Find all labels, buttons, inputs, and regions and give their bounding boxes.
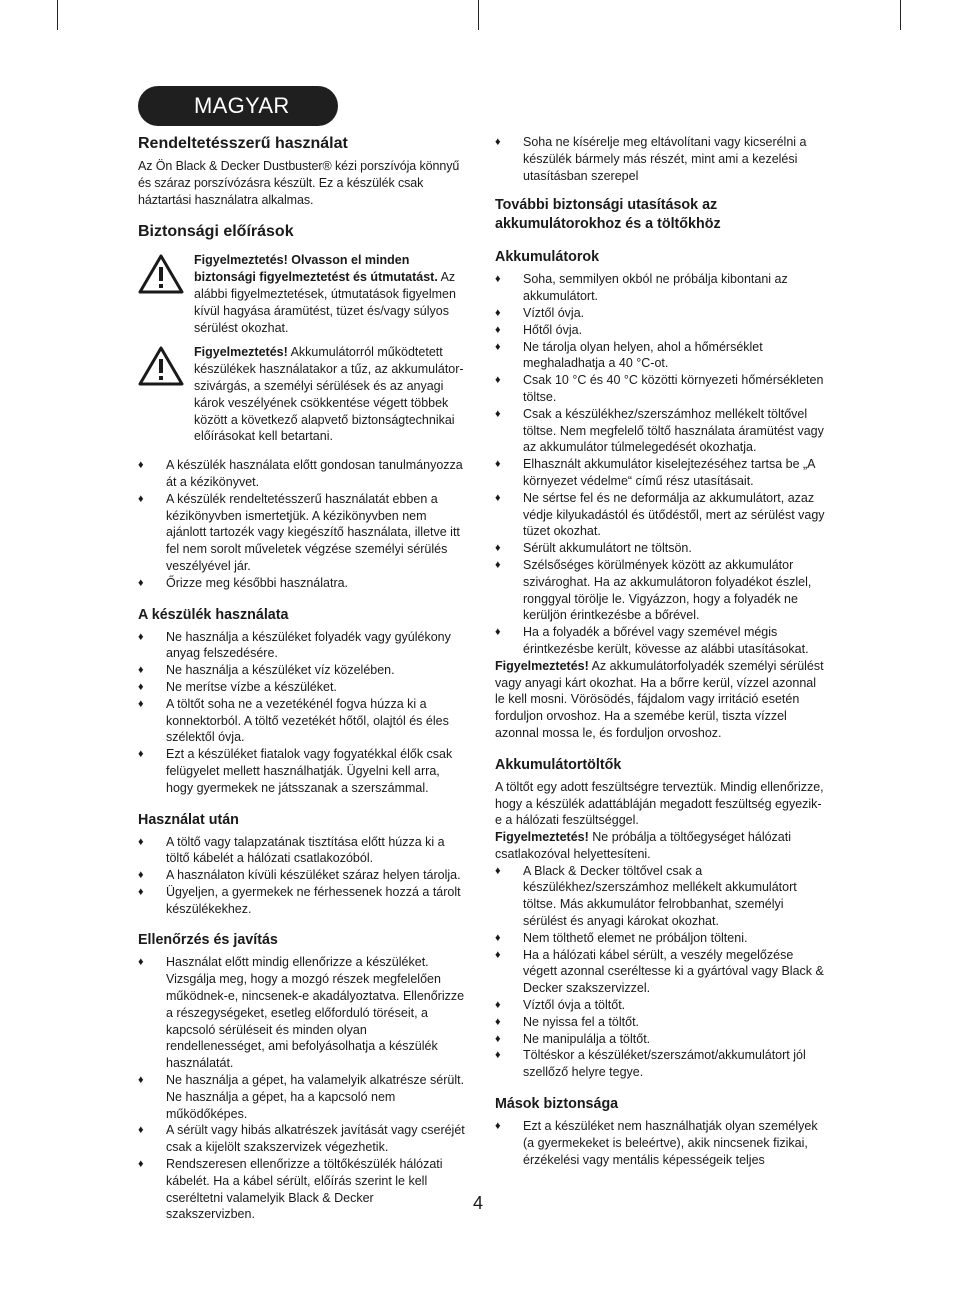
batteries-title: Akkumulátorok [495,249,600,266]
after-use-title: Használat után [138,811,239,828]
bullet-diamond-icon: ♦ [495,948,501,961]
bullet-diamond-icon: ♦ [138,869,144,882]
additional-title: További biztonsági utasítások az akkumulátorokhoz és a töltőkhöz [495,197,721,233]
safety-title: Biztonsági előírások [138,223,294,241]
inspection-list [138,954,466,1223]
bullet-diamond-icon: ♦ [495,626,501,639]
list-item: ♦ Víztől óvja a töltőt. [495,998,626,1013]
list-item: ♦ A töltőt soha ne a vezetékénél fogva húzza ki a konnektorból. A töltő vezetékét hőtől, olajtól és éles szélektől óvja. [138,696,449,745]
list-item: ♦ Hőtől óvja. [495,322,583,337]
list-item: ♦ Használat előtt mindig ellenőrizze a készüléket. Vizsgálja meg, hogy a mozgó részek megfelelően működnek-e, nincsenek-e akadályoztatva. Ellenőrizze a részegységeket, esetleg előforduló töréseit, a kapcsoló sérüléseit és minden olyan rendellenességet, ami befolyásolhatja a készülék használatát. [138,955,465,1071]
list-item: ♦ Ne merítse vízbe a készüléket. [138,679,337,694]
list-item: ♦ Ne használja a készüléket folyadék vagy gyúlékony anyag felszedésére. [138,629,451,661]
list-item: ♦ Szélsőséges körülmények között az akkumulátor szivároghat. Ha az akkumulátoron folyadékot észlel, ronggyal törölje le. Vigyázzon, hogy a folyadék ne kerüljön érintkezésbe a bőrével. [495,557,812,623]
bullet-diamond-icon: ♦ [138,1158,144,1171]
list-item: ♦ Elhasznált akkumulátor kiselejtezéséhez tartsa be „A környezet védelme“ című rész utasításait. [495,457,815,488]
bullet-diamond-icon: ♦ [495,374,501,387]
others-list [495,1118,825,1168]
list-item: ♦ Soha ne kísérelje meg eltávolítani vagy kicserélni a készülék bármely más részét, mint ami a kezelési utasításban szerepel [495,135,807,183]
list-item: ♦ Ne manipulálja a töltőt. [495,1031,651,1046]
list-item: ♦ A készülék használata előtt gondosan tanulmányozza át a kézikönyvet. [138,458,463,489]
bullet-diamond-icon: ♦ [495,558,501,571]
inspection-title: Ellenőrzés és javítás [138,932,278,949]
bullet-diamond-icon: ♦ [138,1124,144,1137]
list-item: ♦ Soha, semmilyen okból ne próbálja kibontani az akkumulátort. [495,272,788,304]
list-item: ♦ Rendszeresen ellenőrizze a töltőkészülék hálózati kábelét. Ha a kábel sérült, előírás szerint le kell cseréltetni valamelyik Black & Decker szakszervizben. [138,1157,443,1222]
list-item: ♦ Ne nyissa fel a töltőt. [495,1014,640,1029]
charger-text: A töltőt egy adott feszültségre terveztük. Mindig ellenőrizze, hogy a készülék adattábláján megadott feszültség egyezik-e a hálózati feszültséggel. [495,779,824,828]
list-item: ♦ Ne tárolja olyan helyen, ahol a hőmérséklet meghaladhatja a 40 °C-ot. [495,339,763,371]
bullet-diamond-icon: ♦ [138,835,144,848]
safety-list [138,457,466,591]
crop-mark-center [478,0,479,30]
bullet-diamond-icon: ♦ [495,458,501,471]
crop-mark-right [900,0,901,30]
warning-block-2 [138,344,466,445]
charger-title: Akkumulátortöltők [495,756,622,773]
bullet-diamond-icon: ♦ [138,956,144,969]
warning-1-bold: Olvasson el minden biztonsági figyelmeztetést és útmutatást. [194,253,438,285]
bullet-diamond-icon: ♦ [495,1049,501,1062]
list-item: ♦ Nem tölthető elemet ne próbáljon tölteni. [495,930,748,945]
list-item: ♦ Ne használja a készüléket víz közelében. [138,663,395,678]
bullet-diamond-icon: ♦ [138,664,144,677]
bullet-diamond-icon: ♦ [495,407,501,420]
warning-1-text: Az alábbi figyelmeztetések, útmutatások figyelmen kívül hagyása áramütést, tüzet és/vagy súlyos sérülést okozhat. [194,270,456,335]
bullet-diamond-icon: ♦ [138,1074,144,1087]
bullet-diamond-icon: ♦ [495,931,501,944]
top-list [495,134,825,184]
list-item: ♦ Őrizze meg későbbi használatra. [138,575,349,590]
list-item: ♦ Ha a folyadék a bőrével vagy szemével mégis érintkezésbe került, kövesse az alábbi utasításokat. [495,625,809,656]
bullet-diamond-icon: ♦ [495,542,501,555]
bullet-diamond-icon: ♦ [495,1015,501,1028]
bullet-diamond-icon: ♦ [495,1120,501,1133]
intro-title: Rendeltetésszerű használat [138,135,348,152]
list-item: ♦ Sérült akkumulátort ne töltsön. [495,541,692,556]
bullet-diamond-icon: ♦ [495,323,501,336]
bullet-diamond-icon: ♦ [138,697,144,710]
bullet-diamond-icon: ♦ [138,630,144,643]
warning-triangle-icon [138,254,184,294]
list-item: ♦ Víztől óvja. [495,305,585,320]
list-item: ♦ Ha a hálózati kábel sérült, a veszély megelőzése végett azonnal cseréltesse ki a gyártóval vagy Black & Decker szakszervizzel. [495,947,824,996]
list-item: ♦ Csak a készülékhez/szerszámhoz mellékelt töltővel töltse. Nem megfelelő töltő használata áramütést vagy az akkumulátor túlmelegedését okozhatja. [495,406,824,455]
left-column [138,134,466,1223]
bullet-diamond-icon: ♦ [495,864,501,877]
charger-warning: Figyelmeztetés! Ne próbálja a töltőegységet hálózati csatlakozóval helyettesíteni. [495,830,791,861]
batteries-list [495,271,825,657]
warning-2-label: Figyelmeztetés! [194,345,288,360]
list-item: ♦ A töltő vagy talapzatának tisztítása előtt húzza ki a töltő kábelét a hálózati csatlakozóból. [138,834,445,866]
usage-list [138,629,466,797]
list-item: ♦ Csak 10 °C és 40 °C közötti környezeti hőmérsékleten töltse. [495,373,824,404]
intro-text: Az Ön Black & Decker Dustbuster® kézi porszívója könnyű és száraz porszívózásra készült. Ez a készülék csak háztartási használatra alkalmas. [138,159,460,207]
bullet-diamond-icon: ♦ [495,306,501,319]
bullet-diamond-icon: ♦ [495,1032,501,1045]
bullet-diamond-icon: ♦ [495,491,501,504]
bullet-diamond-icon: ♦ [495,999,501,1012]
right-column [495,134,825,1168]
warning-1-label: Figyelmeztetés! [194,253,288,268]
warning-triangle-icon [138,346,184,386]
bullet-diamond-icon: ♦ [138,748,144,761]
list-item: ♦ Ne használja a gépet, ha valamelyik alkatrésze sérült. Ne használja a gépet, ha a kapcsoló nem működőképes. [138,1073,465,1121]
list-item: ♦ Ne sértse fel és ne deformálja az akkumulátort, azaz védje kilyukadástól és ütődéstől, mert az sérülést vagy tüzet okozhat. [495,490,825,539]
after-use-list [138,834,466,918]
usage-title: A készülék használata [138,606,289,623]
bullet-diamond-icon: ♦ [138,885,144,898]
list-item: ♦ Ezt a készüléket fiatalok vagy fogyatékkal élők csak felügyelet mellett használhatják. Ügyelni kell arra, hogy gyermekek ne játsszanak a szerszámmal. [138,747,453,795]
crop-mark-left [57,0,58,30]
warning-block-1 [138,252,466,336]
others-title: Mások biztonsága [495,1096,619,1113]
list-item: ♦ Ezt a készüléket nem használhatják olyan személyek (a gyermekeket is beleértve), akik nincsenek fizikai, érzékelési vagy mentális képességeik teljes [495,1119,818,1167]
list-item: ♦ Ügyeljen, a gyermekek ne férhessenek hozzá a tárolt készülékekhez. [138,884,461,916]
bullet-diamond-icon: ♦ [495,340,501,353]
page-number: 4 [473,1193,484,1213]
bullet-diamond-icon: ♦ [495,273,501,286]
charger-list [495,863,825,1081]
list-item: ♦ A használaton kívüli készüléket száraz helyen tárolja. [138,868,461,883]
list-item: ♦ A Black & Decker töltővel csak a készülékhez/szerszámhoz mellékelt akkumulátort töltse. Más akkumulátor felrobbanhat, személyi sérülést és anyagi károkat okozhat. [495,863,797,929]
bullet-diamond-icon: ♦ [138,459,144,472]
list-item: ♦ Töltéskor a készüléket/szerszámot/akkumulátort jól szellőző helyre tegye. [495,1048,806,1080]
list-item: ♦ A sérült vagy hibás alkatrészek javítását vagy cseréjét csak a kijelölt szakszervizek végezhetik. [138,1123,465,1155]
warning-2-text: Akkumulátorról működtetett készülékek használatakor a tűz, az akkumulátor-szivárgás, a személyi sérülések és az anyagi károk veszélyének csökkentése végett többek között a következő alapvető biztonságtechnikai előírásokat kell betartani. [194,345,464,444]
batteries-warning: Figyelmeztetés! Az akkumulátorfolyadék személyi sérülést vagy anyagi kárt okozhat. Ha a bőrre kerül, vízzel azonnal le kell mosni. Vörösödés, fájdalom vagy irritáció esetén forduljon orvoshoz. Ha a szemébe kerül, tiszta vízzel azonnal mossa le, és forduljon orvoshoz. [495,658,824,740]
list-item: ♦ A készülék rendeltetésszerű használatát ebben a kézikönyvben ismertetjük. A kézikönyvben nem ajánlott tartozék vagy kiegészítő használata, illetve itt fel nem sorolt műveletek végzése személyi sérülés veszélyével jár. [138,491,460,573]
bullet-diamond-icon: ♦ [495,136,501,148]
bullet-diamond-icon: ♦ [138,492,144,505]
language-tab: MAGYAR [138,86,338,126]
bullet-diamond-icon: ♦ [138,680,144,693]
bullet-diamond-icon: ♦ [138,576,144,589]
